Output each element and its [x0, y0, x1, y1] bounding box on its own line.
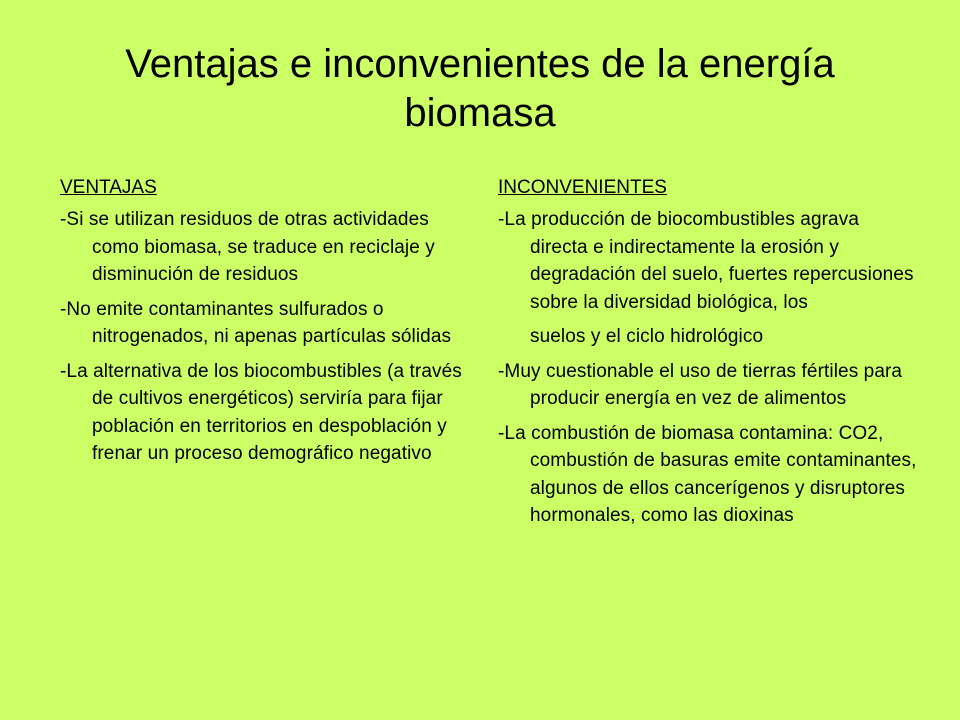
ventajas-item: -Si se utilizan residuos de otras actividades como biomasa, se traduce en reciclaje y disminución de residuos — [60, 209, 435, 285]
ventajas-heading: VENTAJAS — [60, 177, 157, 198]
inconvenientes-column — [498, 176, 918, 537]
slide-title — [60, 40, 900, 138]
inconvenientes-item: -La producción de biocombustibles agrava directa e indirectamente la erosión y degradación del suelo, fuertes repercusiones sobre la diversidad biológica, los — [498, 209, 914, 313]
inconvenientes-item-continuation: suelos y el ciclo hidrológico — [530, 326, 764, 347]
inconvenientes-heading: INCONVENIENTES — [498, 177, 667, 198]
inconvenientes-item: -La combustión de biomasa contamina: CO2, combustión de basuras emite contaminantes, algunos de ellos cancerígenos y disruptores hormonales, como las dioxinas — [498, 422, 917, 526]
title-line-2: biomasa — [404, 91, 556, 135]
ventajas-column — [60, 176, 480, 475]
ventajas-item: -La alternativa de los biocombustibles (a través de cultivos energéticos) serviría para fijar población en territorios en despoblación y frenar un proceso demográfico negativo — [60, 360, 462, 464]
ventajas-item: -No emite contaminantes sulfurados o nitrogenados, ni apenas partículas sólidas — [60, 298, 452, 347]
inconvenientes-item: -Muy cuestionable el uso de tierras fértiles para producir energía en vez de alimentos — [498, 360, 903, 409]
title-line-1: Ventajas e inconvenientes de la energía — [125, 42, 835, 86]
